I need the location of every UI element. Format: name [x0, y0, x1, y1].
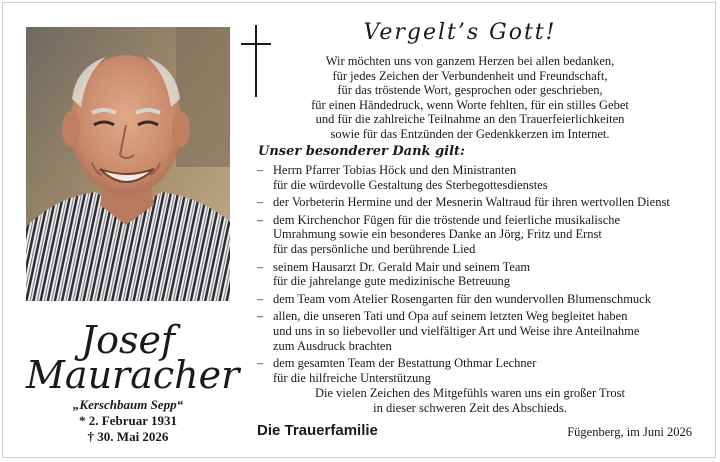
- closing-paragraph: [280, 386, 660, 415]
- list-item: [257, 356, 707, 385]
- list-item-line: der Vorbeterin Hermine und der Mesnerin Waltraud für ihren wertvollen Dienst: [273, 195, 670, 210]
- list-item: [257, 195, 707, 210]
- intro-paragraph: [280, 54, 660, 142]
- notice-title: Vergelt’s Gott!: [363, 20, 557, 45]
- signature: Die Trauerfamilie: [257, 422, 378, 439]
- list-item-line: dem gesamten Team der Bestattung Othmar Lechner: [273, 356, 537, 371]
- list-item: [257, 309, 707, 353]
- bullet-dash: –: [257, 163, 264, 177]
- last-name: Mauracher: [26, 353, 240, 397]
- list-item-line: und uns in so liebevoller und vielfältiger Art und Weise ihre Anteilnahme: [273, 323, 640, 338]
- thanks-list: [257, 163, 707, 388]
- intro-line: und für die zahlreiche Teilnahme an den Trauerfeierlichkeiten: [315, 112, 625, 127]
- list-item: [257, 292, 707, 307]
- bullet-dash: –: [257, 195, 264, 210]
- thanks-heading: Unser besonderer Dank gilt:: [258, 144, 465, 159]
- intro-line: sowie für das Entzünden der Gedenkkerzen im Internet.: [330, 126, 610, 141]
- intro-line: für das tröstende Wort, gesprochen oder geschrieben,: [337, 83, 603, 98]
- list-item-line: Herrn Pfarrer Tobias Höck und den Ministranten: [273, 163, 517, 177]
- intro-line: Wir möchten uns von ganzem Herzen bei allen bedanken,: [325, 54, 615, 68]
- list-item-line: Umrahmung sowie ein besonderes Danke an Jörg, Fritz und Ernst: [273, 227, 602, 242]
- list-item-line: für das persönliche und berührende Lied: [273, 241, 476, 256]
- list-item-line: für die würdevolle Gestaltung des Sterbegottesdienstes: [273, 177, 548, 192]
- portrait-photo: [26, 27, 230, 301]
- life-dates: [26, 413, 230, 445]
- bullet-dash: –: [257, 291, 264, 306]
- list-item-line: dem Kirchenchor Fügen für die tröstende und feierliche musikalische: [273, 212, 621, 227]
- intro-line: für jedes Zeichen der Verbundenheit und Freundschaft,: [332, 68, 608, 83]
- bullet-dash: –: [257, 212, 264, 227]
- list-item: [257, 213, 707, 257]
- list-item-line: für die hilfreiche Unterstützung: [273, 370, 431, 385]
- list-item: [257, 163, 707, 192]
- intro-line: für einen Händedruck, wenn Worte fehlten, für ein stilles Gebet: [311, 97, 629, 112]
- nickname: „Kerschbaum Sepp“: [72, 397, 184, 412]
- closing-line: Die vielen Zeichen des Mitgefühls waren uns ein großer Trost: [314, 386, 625, 400]
- bullet-dash: –: [257, 356, 264, 371]
- closing-line: in dieser schweren Zeit des Abschieds.: [373, 400, 567, 415]
- list-item-line: für die jahrelange gute medizinische Betreuung: [273, 274, 511, 289]
- bullet-dash: –: [257, 309, 264, 324]
- list-item-line: seinem Hausarzt Dr. Gerald Mair und seinem Team: [273, 259, 531, 274]
- death-date: † 30. Mai 2026: [87, 429, 169, 444]
- bullet-dash: –: [257, 259, 264, 274]
- list-item: [257, 260, 707, 289]
- place-date: Fügenberg, im Juni 2026: [567, 425, 692, 439]
- list-item-line: zum Ausdruck brachten: [273, 338, 392, 353]
- list-item-line: dem Team vom Atelier Rosengarten für den wundervollen Blumenschmuck: [273, 291, 651, 306]
- list-item-line: allen, die unseren Tati und Opa auf seinem letzten Weg begleitet haben: [273, 309, 628, 324]
- birth-date: * 2. Februar 1931: [79, 413, 177, 428]
- first-name: Josef: [80, 318, 176, 362]
